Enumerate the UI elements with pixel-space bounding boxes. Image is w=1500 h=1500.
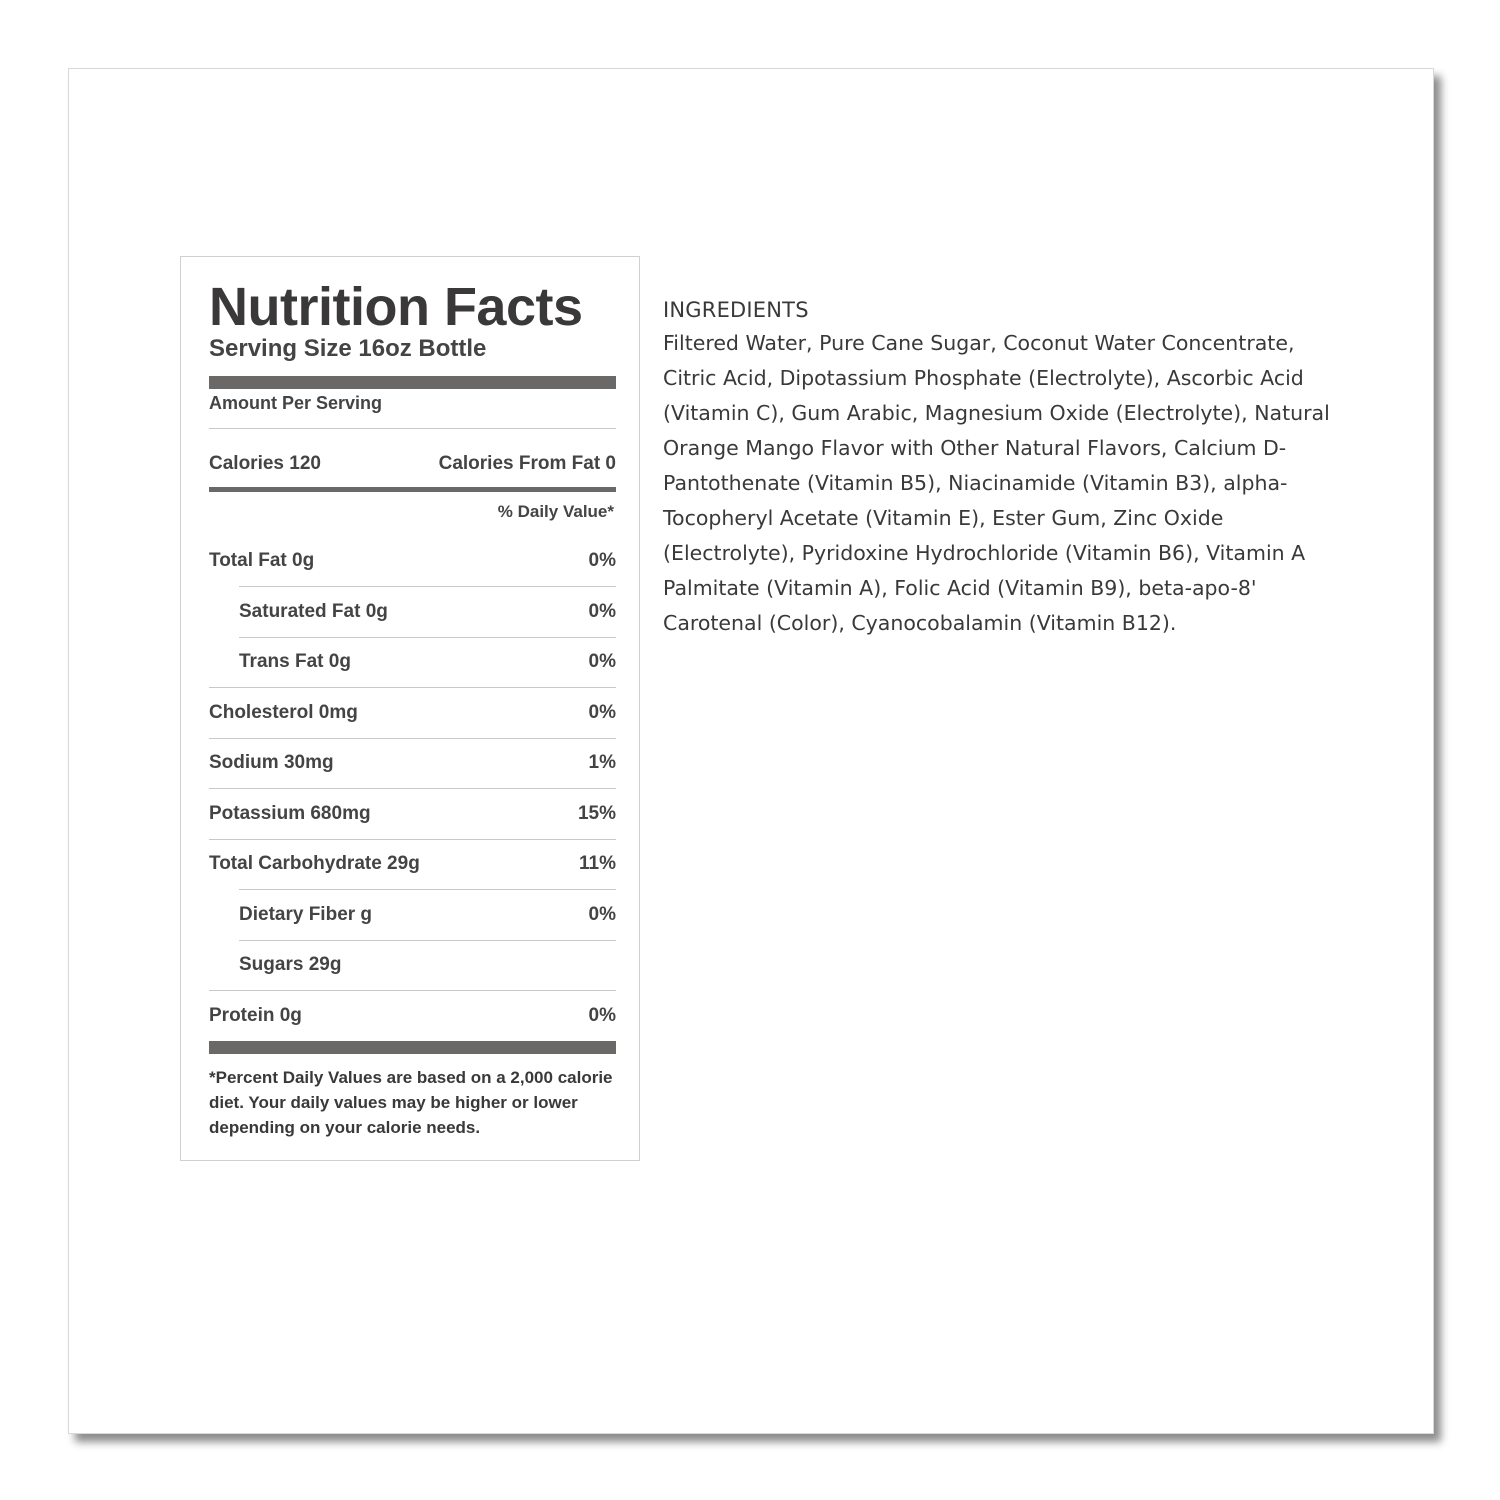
ingredients-text: Filtered Water, Pure Cane Sugar, Coconut Water Concentrate, Citric Acid, Dipotassium Phosphate (Electrolyte), Ascorbic Acid (Vitamin C), Gum Arabic, Magnesium Oxide (Electrolyte), Natural Orange Mango Flavor with Other Natural Flavors, Calcium D-Pantothenate (Vitamin B5), Niacinamide (Vitamin B3), alpha-Tocopheryl Acetate (Vitamin E), Ester Gum, Zinc Oxide (Electrolyte), Pyridoxine Hydrochloride (Vitamin B6), Vitamin A Palmitate (Vitamin A), Folic Acid (Vitamin B9), beta-apo-8' Carotenal (Color), Cyanocobalamin (Vitamin B12).: [663, 331, 1330, 635]
nutrient-label: Total Carbohydrate 29g: [209, 853, 420, 874]
nutrient-label: Potassium 680mg: [209, 803, 371, 824]
daily-value-header: % Daily Value*: [497, 502, 614, 521]
ingredients-heading: INGREDIENTS: [663, 298, 809, 322]
serving-size: Serving Size 16oz Bottle: [209, 335, 487, 362]
row-divider: [239, 940, 616, 941]
row-divider: [209, 687, 616, 688]
row-divider: [239, 637, 616, 638]
amount-per-serving: Amount Per Serving: [209, 393, 383, 413]
daily-value-footnote: *Percent Daily Values are based on a 2,000 calorie diet. Your daily values may be higher or lower depending on your calorie needs.: [209, 1068, 613, 1137]
nutrient-daily-value: 0%: [588, 1005, 616, 1026]
calories-row: [209, 453, 616, 483]
nutrient-daily-value: 11%: [579, 853, 616, 874]
row-divider: [209, 839, 616, 840]
nutrient-row: [209, 853, 616, 883]
nutrient-row: [209, 904, 616, 934]
nutrient-label: Total Fat 0g: [209, 550, 315, 571]
nutrient-row: [209, 803, 616, 833]
nutrient-row: [209, 651, 616, 681]
divider: [209, 428, 616, 429]
thick-divider-bottom: [209, 1041, 616, 1054]
nutrition-facts-label: [180, 256, 640, 1161]
calories-from-fat: Calories From Fat 0: [438, 453, 616, 474]
nutrient-label: Saturated Fat 0g: [239, 601, 388, 622]
nutrient-row: [209, 954, 616, 984]
nutrient-row: [209, 702, 616, 732]
nutrient-daily-value: 0%: [588, 550, 616, 571]
nutrient-label: Sodium 30mg: [209, 752, 334, 773]
nutrient-row: [209, 601, 616, 631]
nutrient-label: Trans Fat 0g: [239, 651, 351, 672]
nutrient-daily-value: 0%: [588, 651, 616, 672]
ingredients-section: [663, 294, 1333, 641]
nutrient-row: [209, 1005, 616, 1035]
nutrition-facts-title: Nutrition Facts: [209, 277, 583, 337]
row-divider: [239, 586, 616, 587]
nutrient-label: Cholesterol 0mg: [209, 702, 358, 723]
nutrient-row: [209, 752, 616, 782]
row-divider: [209, 788, 616, 789]
nutrient-daily-value: 0%: [588, 904, 616, 925]
nutrient-daily-value: 15%: [577, 803, 616, 824]
nutrient-daily-value: 0%: [588, 601, 616, 622]
row-divider: [209, 990, 616, 991]
nutrient-label: Protein 0g: [209, 1005, 302, 1026]
row-divider: [209, 738, 616, 739]
nutrient-label: Dietary Fiber g: [239, 904, 373, 925]
row-divider: [239, 889, 616, 890]
thick-divider-top: [209, 376, 616, 389]
nutrient-daily-value: 0%: [588, 702, 616, 723]
calories-value: Calories 120: [209, 453, 321, 474]
nutrient-daily-value: 1%: [588, 752, 616, 773]
medium-divider: [209, 487, 616, 492]
nutrient-row: [209, 550, 616, 580]
nutrient-label: Sugars 29g: [239, 954, 342, 975]
